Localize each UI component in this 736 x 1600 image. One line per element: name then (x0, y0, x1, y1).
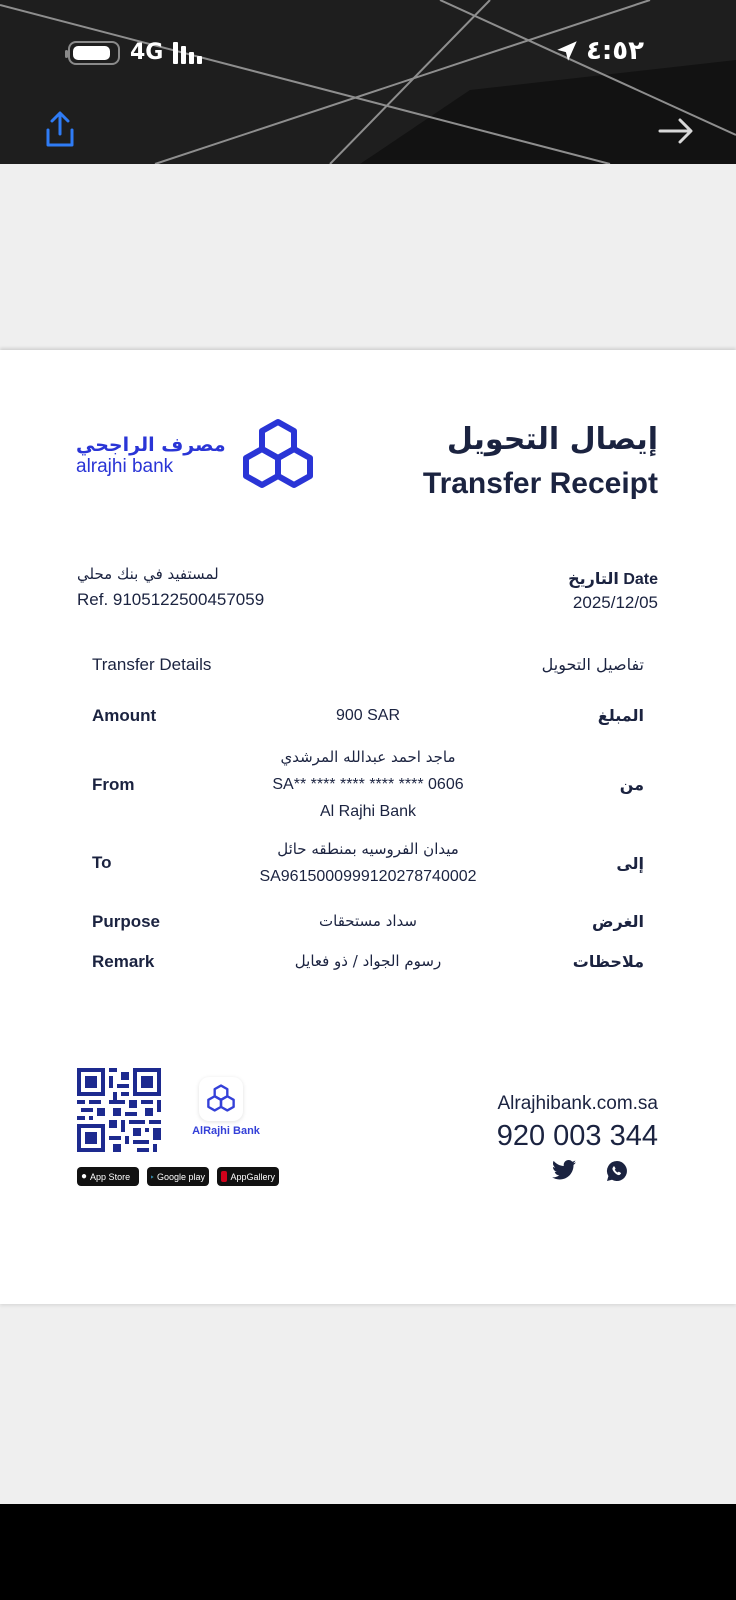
arrow-right-icon (656, 114, 696, 148)
bank-name-ar: مصرف الراجحي (76, 434, 226, 456)
apple-icon: ● (81, 1171, 88, 1182)
forward-button[interactable] (656, 114, 696, 148)
to-value (222, 836, 514, 890)
from-name: ماجد احمد عبدالله المرشدي (280, 748, 456, 766)
app-name: AlRajhi Bank (192, 1125, 260, 1137)
date-label-en: Date (623, 571, 658, 588)
to-account: SA9615000999120278740002 (259, 868, 477, 885)
clock: ٤:٥٢ (585, 36, 644, 66)
receipt-title (423, 418, 658, 506)
date-block (568, 568, 658, 615)
title-en: Transfer Receipt (422, 467, 658, 500)
background-lines (0, 0, 736, 164)
huawei-icon (221, 1171, 227, 1182)
remark-label-ar: ملاحظات (572, 952, 644, 971)
phone-number[interactable]: 920 003 344 (496, 1120, 658, 1152)
website-link[interactable]: Alrajhibank.com.sa (497, 1093, 658, 1114)
row-from (92, 744, 644, 825)
to-name: ميدان الفروسيه بمنطقه حائل (277, 840, 459, 858)
whatsapp-icon[interactable] (606, 1160, 628, 1182)
top-bar (0, 0, 736, 164)
google-play-badge[interactable] (147, 1167, 209, 1186)
to-label-ar: إلى (616, 853, 644, 873)
status-right (554, 36, 644, 66)
location-arrow-icon (554, 38, 580, 64)
app-store-label: App Store (90, 1171, 131, 1182)
row-amount (92, 702, 644, 729)
date-label-ar: التاريخ (568, 569, 619, 588)
bottom-bar (0, 1504, 736, 1600)
from-label-en: From (92, 774, 135, 794)
from-label-ar: من (619, 775, 644, 794)
social-links (497, 1160, 658, 1182)
app-store-badge[interactable] (77, 1167, 139, 1186)
amount-value: 900 SAR (335, 707, 401, 724)
beneficiary-type: لمستفيد في بنك محلي (77, 565, 219, 583)
share-button[interactable] (40, 110, 80, 150)
row-remark (92, 948, 644, 975)
qr-code[interactable] (77, 1068, 161, 1152)
alrajhi-logo-icon (240, 418, 316, 494)
app-gallery-badge[interactable] (217, 1167, 279, 1186)
from-account: SA** **** **** **** **** 0606 (272, 776, 464, 793)
battery-icon (68, 41, 120, 65)
alrajhi-app-icon (206, 1084, 236, 1114)
status-left (68, 40, 202, 65)
row-to (92, 836, 644, 890)
store-badges (77, 1167, 279, 1186)
footer-contact (497, 1092, 658, 1182)
remark-value: رسوم الجواد / ذو فعايل (294, 952, 442, 970)
row-purpose (92, 908, 644, 935)
app-icon[interactable] (199, 1077, 243, 1121)
date-value: 2025/12/05 (572, 593, 658, 612)
details-header (92, 655, 644, 675)
remark-label-en: Remark (92, 951, 155, 971)
from-bank: Al Rajhi Bank (319, 803, 417, 820)
network-label: 4G (130, 40, 164, 65)
reference-number: Ref. 9105122500457059 (77, 590, 265, 609)
app-gallery-label: AppGallery (230, 1171, 275, 1182)
title-ar: إيصال التحويل (446, 422, 658, 457)
signal-icon (173, 42, 202, 64)
to-label-en: To (92, 853, 112, 872)
beneficiary-block (77, 563, 264, 611)
bank-logo (76, 418, 316, 494)
purpose-label-ar: الغرض (592, 912, 644, 931)
details-title-en: Transfer Details (92, 655, 212, 674)
date-label (568, 568, 658, 591)
share-icon (40, 110, 80, 150)
purpose-value: سداد مستحقات (319, 912, 417, 930)
amount-label-ar: المبلغ (597, 706, 644, 725)
amount-label-en: Amount (92, 705, 157, 725)
details-title-ar: تفاصيل التحويل (541, 655, 644, 674)
purpose-label-en: Purpose (92, 911, 161, 931)
from-value (222, 744, 514, 825)
twitter-icon[interactable] (552, 1160, 576, 1180)
google-play-icon (151, 1172, 154, 1182)
bank-name-en: alrajhi bank (76, 456, 174, 477)
google-play-label: Google play (156, 1171, 205, 1182)
